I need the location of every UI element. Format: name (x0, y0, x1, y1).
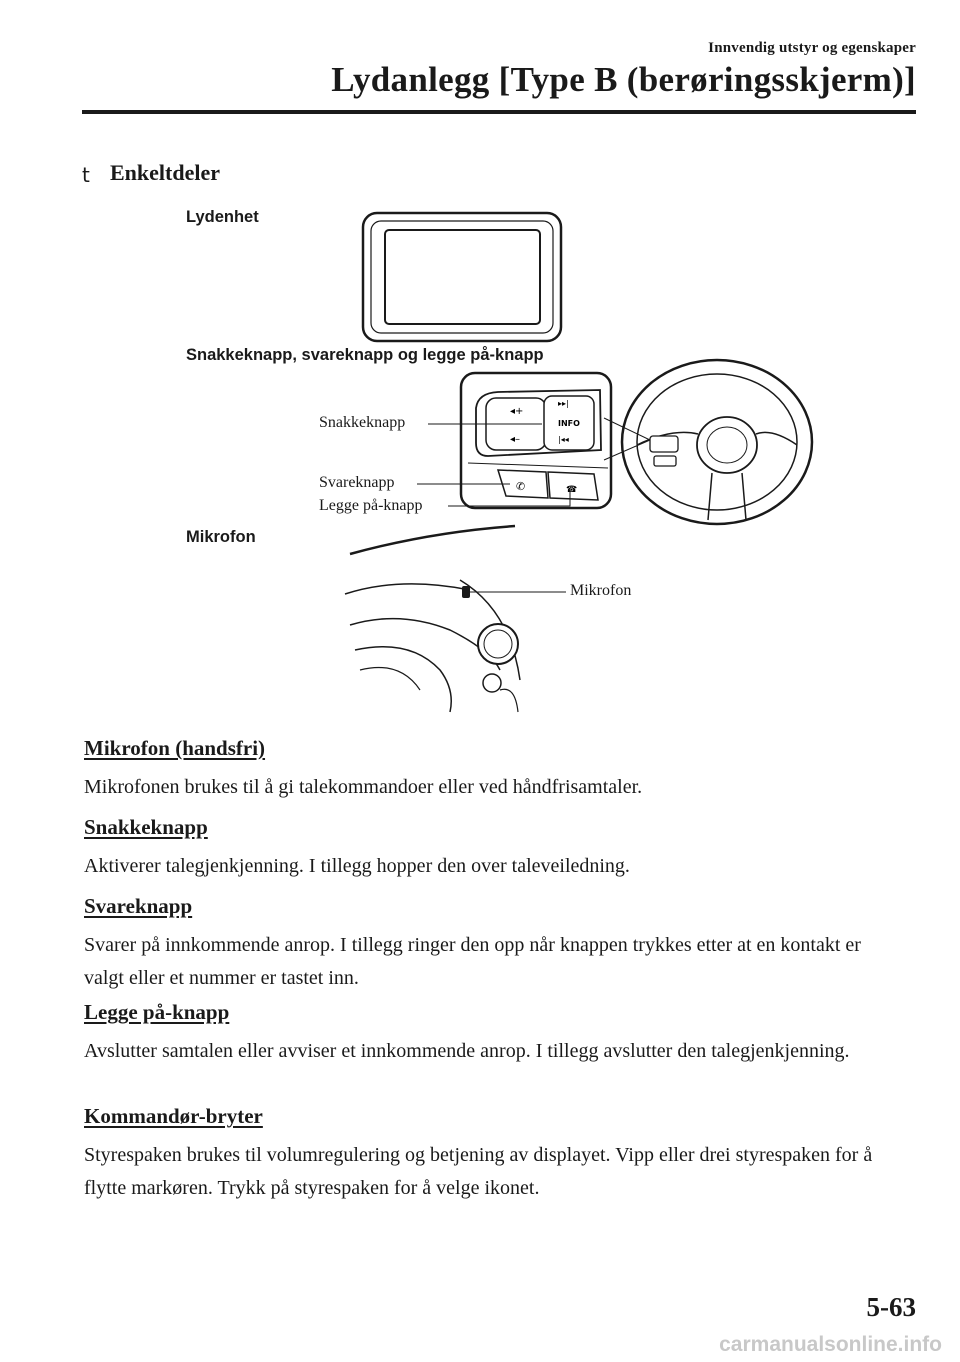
svg-text:▸▸|: ▸▸| (558, 399, 569, 408)
audio-unit-label: Lydenhet (186, 208, 259, 226)
term-commander-switch: Kommandør-bryter (84, 1104, 263, 1128)
desc-answer-button: Svarer på innkommende anrop. I tillegg ringer den opp når knappen trykkes etter at en kontakt er valgt eller et nummer er tastet inn. (84, 934, 861, 989)
callout-talk-button: Snakkeknapp (319, 414, 406, 431)
desc-hangup-button: Avslutter samtalen eller avviser et innkommende anrop. I tillegg avslutter den talegjenkjenning. (84, 1040, 850, 1062)
desc-microphone: Mikrofonen brukes til å gi talekommandoer eller ved håndfrisamtaler. (84, 776, 643, 798)
svg-text:◂–: ◂– (510, 434, 521, 445)
info-button-label: INFO (558, 419, 580, 428)
desc-commander-switch: Styrespaken brukes til volumregulering og betjening av displayet. Vipp eller drei styrespaken for å flytte markøren. Trykk på styrespaken for å velge ikonet. (84, 1144, 873, 1199)
svg-text:◂+: ◂+ (510, 406, 524, 417)
callout-answer-button: Svareknapp (319, 474, 395, 491)
term-talk-button: Snakkeknapp (84, 815, 208, 839)
page-title: Lydanlegg [Type B (berøringsskjerm)] (331, 60, 916, 99)
callout-microphone: Mikrofon (570, 582, 632, 599)
page-number: 5-63 (866, 1292, 916, 1322)
callout-hangup-button: Legge på-knapp (319, 497, 423, 514)
section-bullet-icon: t (82, 163, 90, 187)
microphone-label: Mikrofon (186, 528, 256, 546)
desc-talk-button: Aktiverer talegjenkjenning. I tillegg hopper den over taleveiledning. (84, 855, 630, 877)
term-hangup-button: Legge på-knapp (84, 1000, 230, 1024)
watermark: carmanualsonline.info (719, 1333, 942, 1356)
section-heading: Enkeltdeler (110, 160, 220, 185)
svg-text:✆: ✆ (516, 480, 526, 493)
buttons-label: Snakkeknapp, svareknapp og legge på-knapp (186, 346, 544, 364)
microphone-illustration (340, 520, 540, 716)
term-microphone: Mikrofon (handsfri) (84, 736, 266, 760)
term-answer-button: Svareknapp (84, 894, 193, 918)
svg-text:|◂◂: |◂◂ (558, 435, 569, 444)
header-section-name: Innvendig utstyr og egenskaper (708, 40, 916, 56)
svg-text:☎: ☎ (566, 485, 578, 495)
